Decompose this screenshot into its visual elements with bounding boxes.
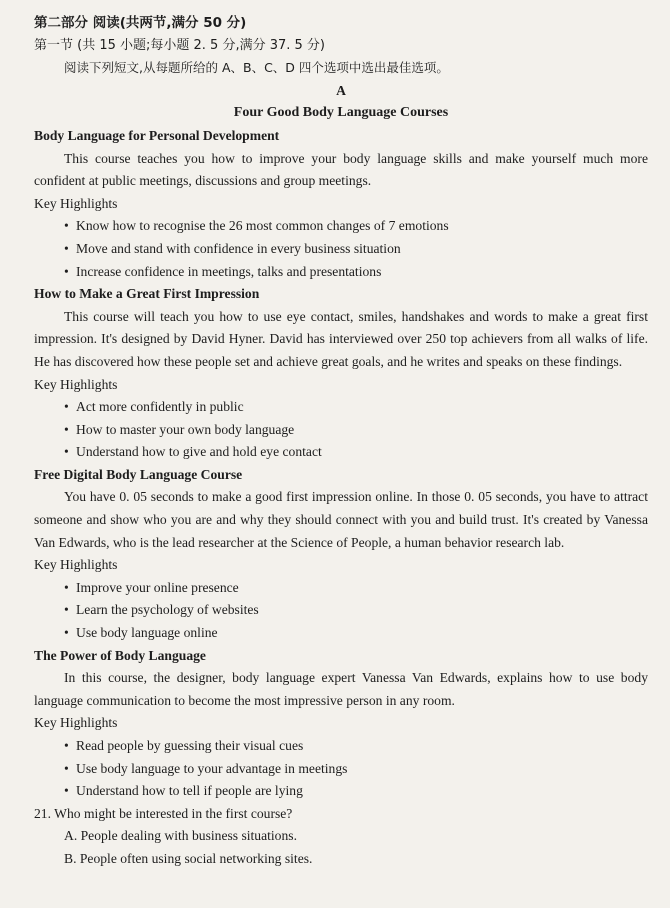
course-4-desc: In this course, the designer, body language expert Vanessa Van Edwards, explains how to use body language communication to become the most impressive person in any room. (34, 670, 648, 708)
highlight-item: • Act more confidently in public (64, 396, 648, 419)
passage-title: Four Good Body Language Courses (233, 105, 449, 121)
course-3-highlights (34, 577, 648, 645)
highlight-item: • Read people by guessing their visual cues (64, 735, 648, 758)
course-4-name: The Power of Body Language (34, 647, 206, 663)
course-1-desc: This course teaches you how to improve your body language skills and make yourself much more confident at public meetings, discussions and group meetings. (34, 150, 648, 189)
course-4-highlights (34, 735, 648, 803)
course-1-highlights (34, 215, 648, 283)
highlight-item: • Understand how to give and hold eye contact (64, 441, 648, 464)
course-2-highlights (34, 396, 648, 464)
course-2-name: How to Make a Great First Impression (34, 286, 260, 302)
highlight-item: • How to master your own body language (64, 419, 648, 442)
highlight-item: • Learn the psychology of websites (64, 599, 648, 622)
course-1-name: Body Language for Personal Development (34, 127, 280, 143)
section-heading: 第一节 (共 15 小题;每小题 2. 5 分,满分 37. 5 分) (34, 37, 326, 53)
highlight-item: • Improve your online presence (64, 577, 648, 600)
course-3-key-label: Key Highlights (34, 557, 118, 573)
question-stem: 21. Who might be interested in the first course? (34, 805, 293, 821)
passage-letter: A (336, 82, 346, 98)
course-4-key-label: Key Highlights (34, 715, 118, 731)
highlight-item: • Use body language online (64, 622, 648, 645)
course-2-desc: This course will teach you how to use eye contact, smiles, handshakes and words to make a great first impression. It's designed by David Hyner. David has interviewed over 250 top achievers from all walks of life. He has discovered how these people set and achieve great goals, and he writes and speaks on these findings. (34, 308, 648, 369)
course-3-desc: You have 0. 05 seconds to make a good first impression online. In those 0. 05 seconds, you have to attract someone and show who you are and why they should connect with you and build trust. It's created by Vanessa Van Edwards, who is the lead researcher at the Science of People, a human behavior research lab. (34, 489, 648, 550)
highlight-item: • Move and stand with confidence in every business situation (64, 238, 648, 261)
highlight-item: • Know how to recognise the 26 most common changes of 7 emotions (64, 215, 648, 238)
course-2-key-label: Key Highlights (34, 376, 118, 392)
course-3-name: Free Digital Body Language Course (34, 466, 243, 482)
course-1-key-label: Key Highlights (34, 195, 118, 211)
highlight-item: • Use body language to your advantage in meetings (64, 758, 648, 781)
instruction-text: 阅读下列短文,从每题所给的 A、B、C、D 四个选项中选出最佳选项。 (64, 60, 449, 76)
highlight-item: • Understand how to tell if people are lying (64, 780, 648, 803)
part-heading: 第二部分 阅读(共两节,满分 50 分) (34, 15, 247, 31)
highlight-item: • Increase confidence in meetings, talks and presentations (64, 261, 648, 284)
option-a: A. People dealing with business situations. (64, 828, 297, 844)
option-b: B. People often using social networking sites. (64, 850, 313, 866)
